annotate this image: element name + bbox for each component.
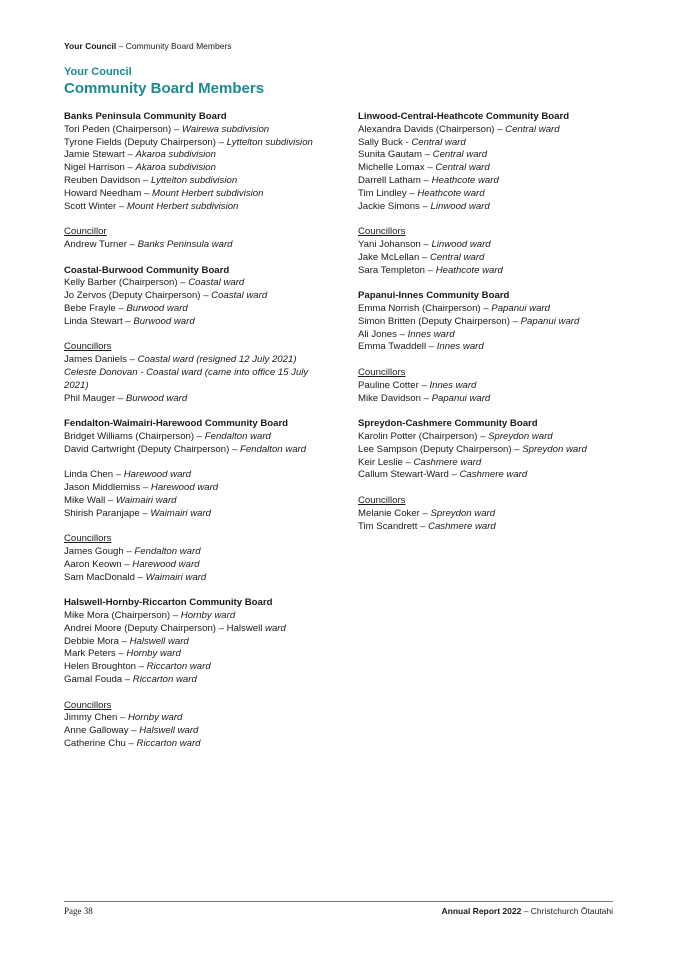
member-ward: Heathcote ward xyxy=(435,264,503,276)
member-name: Linda Chen – xyxy=(64,469,124,481)
member-ward: Cashmere ward xyxy=(413,456,482,468)
member-entry xyxy=(358,239,618,252)
member-entry xyxy=(358,444,618,457)
member-ward: Central ward xyxy=(505,123,560,135)
member-ward: Coastal ward xyxy=(211,290,268,302)
member-ward: Hornby ward xyxy=(180,610,236,622)
councillors-heading: Councillor xyxy=(64,226,107,238)
member-name: Melanie Coker – xyxy=(358,507,431,519)
member-ward: Central ward xyxy=(411,136,466,148)
member-ward: Innes ward xyxy=(407,328,455,340)
member-entry xyxy=(358,521,618,534)
member-name: Jason Middlemiss – xyxy=(64,482,151,494)
member-name: Jo Zervos (Deputy Chairperson) – xyxy=(64,290,212,302)
member-ward: 2021) xyxy=(64,379,89,391)
member-entry xyxy=(64,712,334,725)
member-name: Tim Lindley – xyxy=(358,187,418,199)
member-ward: Spreydon ward xyxy=(522,443,587,455)
member-ward: Papanui ward xyxy=(431,392,491,404)
board-name: Halswell-Hornby-Riccarton Community Board xyxy=(64,597,273,609)
member-entry xyxy=(64,380,334,393)
member-ward: Fendalton ward xyxy=(204,430,271,442)
member-entry xyxy=(358,175,618,188)
member-entry xyxy=(64,393,334,406)
member-name: Simon Britten (Deputy Chairperson) – xyxy=(358,315,521,327)
board-name: Banks Peninsula Community Board xyxy=(64,111,227,122)
member-name: Shirish Paranjape – xyxy=(64,507,151,519)
board-name: Linwood-Central-Heathcote Community Board xyxy=(358,111,570,122)
member-entry xyxy=(64,354,334,367)
member-entry xyxy=(64,636,334,649)
member-name: Mark Peters – xyxy=(64,648,127,660)
running-head-section: Your Council xyxy=(64,41,117,51)
community-board xyxy=(64,265,334,406)
member-entry xyxy=(358,149,618,162)
councillors-heading: Councillors xyxy=(64,533,112,545)
member-name: Callum Stewart-Ward – xyxy=(358,469,460,481)
member-name: Helen Broughton – xyxy=(64,661,147,673)
member-ward: Heathcote ward xyxy=(431,174,499,186)
member-entry xyxy=(358,341,618,354)
councillors-heading: Councillors xyxy=(358,366,406,378)
member-name: Mike Mora (Chairperson) – xyxy=(64,610,181,622)
member-entry xyxy=(64,316,334,329)
community-board xyxy=(64,418,334,584)
board-name: Spreydon-Cashmere Community Board xyxy=(358,418,538,430)
member-name: Alexandra Davids (Chairperson) – xyxy=(358,123,506,135)
member-ward: Riccarton ward xyxy=(136,738,201,750)
member-name: Anne Galloway – xyxy=(64,725,140,737)
member-entry xyxy=(64,610,334,623)
member-entry xyxy=(64,738,334,751)
member-name: Bridget Williams (Chairperson) – xyxy=(64,430,205,442)
member-name: Tim Scandrett – xyxy=(358,520,429,532)
group-spacer xyxy=(64,687,334,700)
member-name: Jamie Stewart – xyxy=(64,149,136,161)
member-name: Tyrone Fields (Deputy Chairperson) – xyxy=(64,136,227,148)
member-ward: Coastal ward (resigned 12 July 2021) xyxy=(137,354,297,366)
member-name: Jake McLellan – xyxy=(358,251,430,263)
community-board xyxy=(358,111,618,277)
member-ward: Innes ward xyxy=(429,379,477,391)
member-name: James Gough – xyxy=(64,546,135,558)
member-name: Pauline Cotter – xyxy=(358,379,430,391)
member-name: Bebe Frayle – xyxy=(64,302,127,314)
member-ward: Central ward xyxy=(432,149,488,161)
member-ward: Hornby ward xyxy=(126,648,181,660)
community-board xyxy=(64,111,334,252)
group-spacer xyxy=(358,482,618,495)
member-ward: ward xyxy=(265,622,286,634)
member-name: Howard Needham – xyxy=(64,187,152,199)
member-name: Karolin Potter (Chairperson) – xyxy=(358,430,489,442)
councillors-heading: Councillors xyxy=(358,226,406,238)
member-ward: Linwood ward xyxy=(430,200,490,212)
community-board xyxy=(64,597,334,751)
report-location: – Christchurch Ōtautahi xyxy=(521,906,613,916)
member-entry xyxy=(358,316,618,329)
member-ward: Innes ward xyxy=(436,341,484,353)
left-column xyxy=(64,111,334,764)
group-spacer xyxy=(64,329,334,342)
member-name: Emma Norrish (Chairperson) – xyxy=(358,302,492,314)
member-ward: Burwood ward xyxy=(133,315,195,327)
member-ward: Harewood ward xyxy=(150,482,219,494)
group-spacer xyxy=(64,521,334,534)
member-name: Michelle Lomax – xyxy=(358,162,436,174)
member-entry xyxy=(64,546,334,559)
member-entry xyxy=(358,457,618,470)
member-ward: Central ward xyxy=(435,162,490,174)
member-name: Yani Johanson – xyxy=(358,238,432,250)
member-ward: Mount Herbert subdivision xyxy=(152,187,264,199)
community-board xyxy=(358,290,618,405)
member-name: Darrell Latham – xyxy=(358,174,432,186)
member-ward: Burwood ward xyxy=(126,302,188,314)
member-entry xyxy=(358,380,618,393)
member-entry xyxy=(64,277,334,290)
member-name: Ali Jones – xyxy=(358,328,408,340)
running-head xyxy=(64,41,232,51)
member-ward: Papanui ward xyxy=(520,315,580,327)
member-entry xyxy=(358,393,618,406)
member-name: Emma Twaddell – xyxy=(358,341,437,353)
member-entry xyxy=(358,329,618,342)
member-entry xyxy=(64,725,334,738)
member-entry xyxy=(64,137,334,150)
member-entry xyxy=(358,137,618,150)
member-name: Andrew Turner – xyxy=(64,238,138,250)
right-column xyxy=(358,111,618,546)
member-entry xyxy=(358,303,618,316)
member-entry xyxy=(64,188,334,201)
member-entry xyxy=(358,124,618,137)
member-ward: Waimairi ward xyxy=(115,494,177,506)
member-name: Phil Mauger – xyxy=(64,392,126,404)
member-name: Scott Winter – xyxy=(64,200,127,212)
member-name: Jimmy Chen – xyxy=(64,712,128,724)
member-name: James Daniels – xyxy=(64,354,138,366)
member-name: Mike Wall – xyxy=(64,494,116,506)
member-name: Catherine Chu – xyxy=(64,738,137,750)
board-name: Fendalton-Waimairi-Harewood Community Board xyxy=(64,418,289,430)
member-ward: Halswell ward xyxy=(139,725,199,737)
member-entry xyxy=(64,175,334,188)
member-name: Keir Leslie – xyxy=(358,456,414,468)
member-ward: Spreydon ward xyxy=(488,430,553,442)
member-ward: Fendalton ward xyxy=(134,546,201,558)
member-entry xyxy=(64,495,334,508)
member-entry xyxy=(358,469,618,482)
member-name: Aaron Keown – xyxy=(64,558,133,570)
group-spacer xyxy=(358,213,618,226)
member-entry xyxy=(64,431,334,444)
member-ward: Harewood ward xyxy=(123,469,191,481)
member-entry xyxy=(64,648,334,661)
member-ward: Papanui ward xyxy=(491,302,550,314)
footer-report-title xyxy=(442,906,613,916)
member-name: Sally Buck - xyxy=(358,136,412,148)
section-label: Your Council xyxy=(64,66,132,78)
member-ward: Lyttelton subdivision xyxy=(150,174,238,186)
member-ward: Riccarton ward xyxy=(132,674,197,686)
member-name: Nigel Harrison – xyxy=(64,162,136,174)
member-name: Tori Peden (Chairperson) – xyxy=(64,123,182,135)
member-ward: Cashmere ward xyxy=(459,469,528,481)
member-entry xyxy=(64,201,334,214)
page-title: Community Board Members xyxy=(64,80,265,97)
member-entry xyxy=(64,303,334,316)
running-head-subsection: – Community Board Members xyxy=(116,41,232,51)
member-entry xyxy=(358,162,618,175)
member-ward: Waimairi ward xyxy=(150,507,211,519)
member-entry xyxy=(64,482,334,495)
member-entry xyxy=(358,252,618,265)
member-name: Debbie Mora – xyxy=(64,635,130,647)
member-ward: Lyttelton subdivision xyxy=(226,136,313,148)
member-name: Mike Davidson – xyxy=(358,392,432,404)
councillors-heading: Councillors xyxy=(64,341,112,353)
member-entry xyxy=(358,431,618,444)
member-ward: Spreydon ward xyxy=(430,507,496,519)
member-name: Reuben Davidson – xyxy=(64,174,151,186)
board-name: Papanui-Innes Community Board xyxy=(358,290,510,302)
member-name: David Cartwright (Deputy Chairperson) – xyxy=(64,443,240,455)
report-name: Annual Report 2022 xyxy=(441,906,522,916)
member-ward: Fendalton ward xyxy=(239,443,307,455)
member-ward: Hornby ward xyxy=(127,712,183,724)
member-entry xyxy=(358,201,618,214)
member-name: Sam MacDonald – xyxy=(64,571,146,583)
member-entry xyxy=(64,674,334,687)
member-ward: Burwood ward xyxy=(125,392,188,404)
member-ward: Harewood ward xyxy=(132,558,200,570)
member-name: Sunita Gautam – xyxy=(358,149,433,161)
member-entry xyxy=(64,239,334,252)
member-entry xyxy=(64,290,334,303)
group-spacer xyxy=(64,213,334,226)
member-ward: Linwood ward xyxy=(431,238,491,250)
member-entry xyxy=(64,508,334,521)
member-name: Gamal Fouda – xyxy=(64,674,133,686)
member-entry xyxy=(64,469,334,482)
member-entry xyxy=(358,508,618,521)
member-entry xyxy=(358,188,618,201)
member-entry xyxy=(64,661,334,674)
member-name: Kelly Barber (Chairperson) – xyxy=(64,277,189,289)
member-ward: Riccarton ward xyxy=(146,661,211,673)
councillors-heading: Councillors xyxy=(64,699,112,711)
member-ward: Celeste Donovan - Coastal ward (came into office 15 July xyxy=(64,366,309,378)
member-name: Lee Sampson (Deputy Chairperson) – xyxy=(358,443,523,455)
councillors-heading: Councillors xyxy=(358,494,406,506)
member-ward: Banks Peninsula ward xyxy=(137,238,233,250)
footer-divider xyxy=(64,901,613,902)
group-spacer xyxy=(358,354,618,367)
member-entry xyxy=(64,162,334,175)
member-ward: Halswell ward xyxy=(129,635,189,647)
member-ward: Mount Herbert subdivision xyxy=(126,200,239,212)
member-entry xyxy=(64,149,334,162)
member-ward: Central ward xyxy=(430,251,485,263)
member-entry xyxy=(64,572,334,585)
member-name: Linda Stewart – xyxy=(64,315,134,327)
member-entry xyxy=(64,124,334,137)
member-entry xyxy=(64,623,334,636)
member-entry xyxy=(64,444,334,457)
member-ward: Coastal ward xyxy=(188,277,245,289)
page-number: Page 38 xyxy=(64,906,93,916)
group-spacer xyxy=(64,457,334,470)
member-ward: Cashmere ward xyxy=(428,520,496,532)
member-name: Sara Templeton – xyxy=(358,264,436,276)
community-board xyxy=(358,418,618,533)
member-entry xyxy=(64,367,334,380)
member-name: Andrei Moore (Deputy Chairperson) – Halswell xyxy=(64,622,266,634)
member-ward: Heathcote ward xyxy=(417,187,485,199)
member-name: Jackie Simons – xyxy=(358,200,431,212)
member-entry xyxy=(358,265,618,278)
member-ward: Akaroa subdivision xyxy=(135,149,216,161)
member-ward: Wairewa subdivision xyxy=(181,123,270,135)
member-ward: Waimairi ward xyxy=(145,571,207,583)
member-ward: Akaroa subdivision xyxy=(135,162,216,174)
member-entry xyxy=(64,559,334,572)
board-name: Coastal-Burwood Community Board xyxy=(64,264,230,276)
